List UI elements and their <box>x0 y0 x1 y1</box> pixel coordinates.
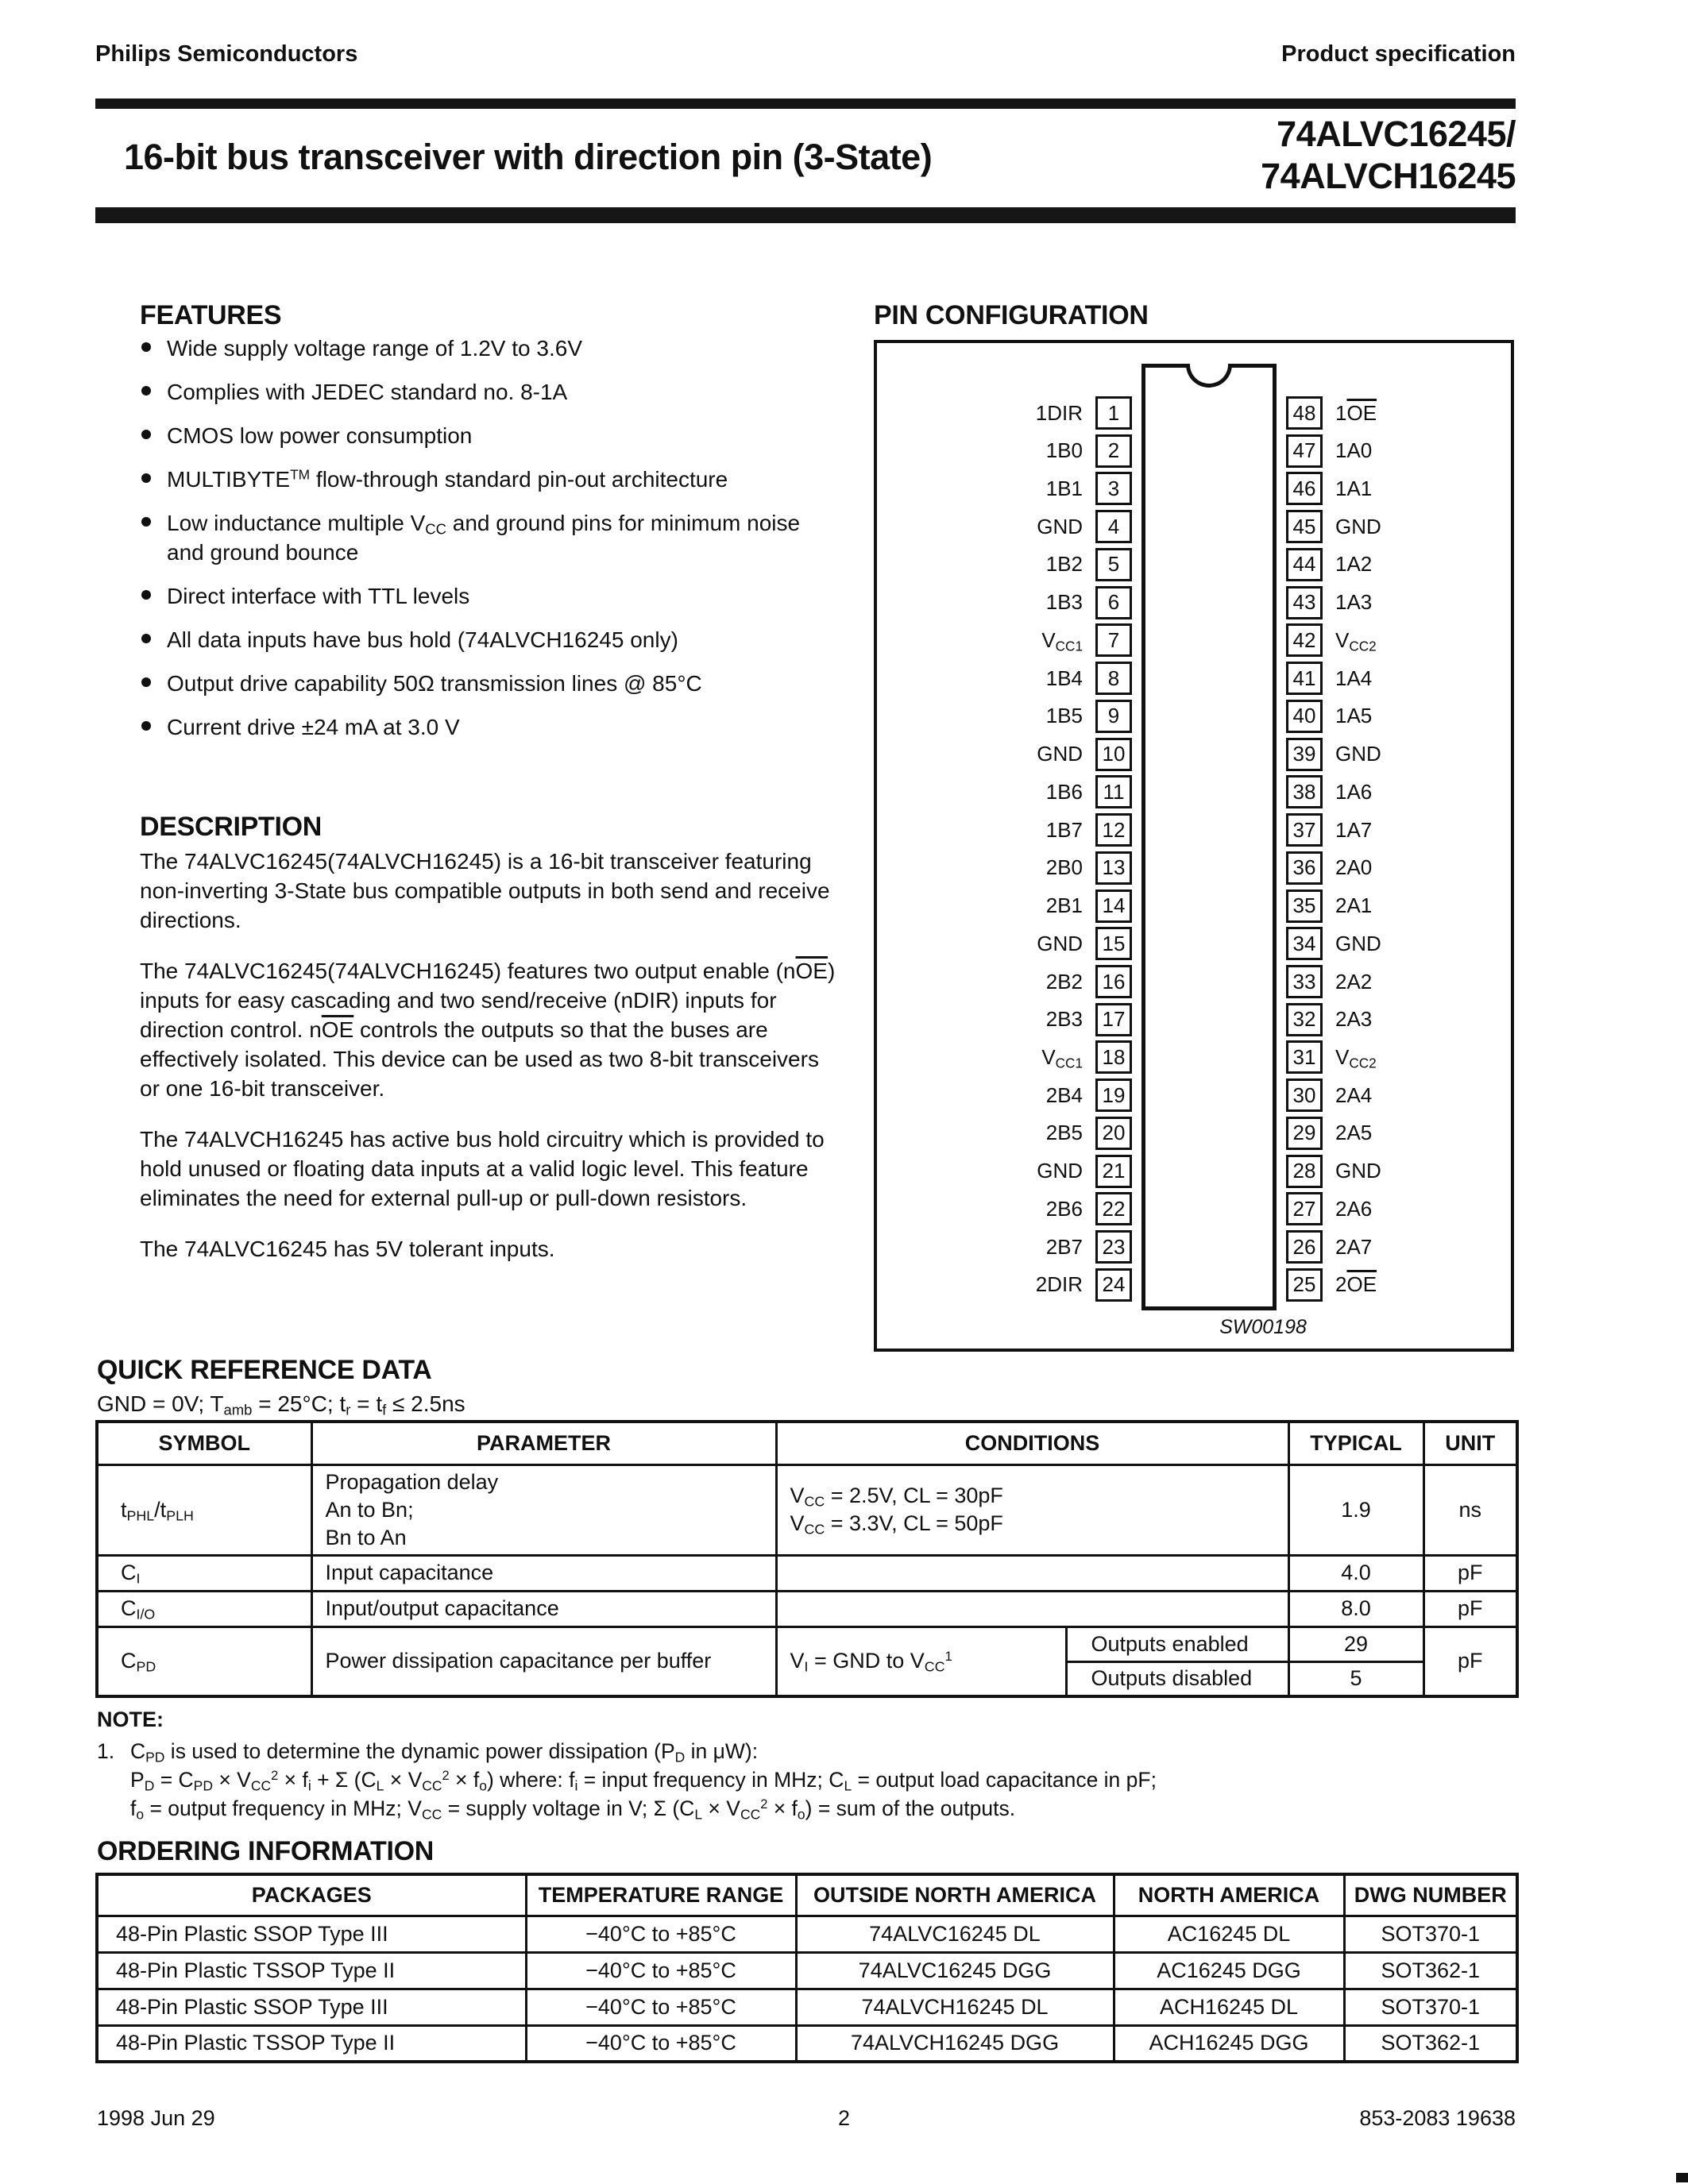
pin-label: 1A7 <box>1335 817 1373 842</box>
qrd-header-typical: TYPICAL <box>1288 1422 1423 1464</box>
pin-row-left <box>906 813 1132 847</box>
pin-number-box: 1 <box>1095 396 1132 430</box>
qrd-header-unit: UNIT <box>1423 1422 1517 1464</box>
pin-row-right <box>1286 472 1512 505</box>
pin-number-box: 39 <box>1286 738 1323 771</box>
pin-number-box: 38 <box>1286 775 1323 808</box>
description-paragraph: The 74ALVC16245(74ALVCH16245) is a 16-bit transceiver featuring non-inverting 3-State bus compatible outputs in both send and receive directions. <box>140 849 830 932</box>
pin-number-box: 32 <box>1286 1003 1323 1036</box>
note-block <box>97 1707 1519 1823</box>
pin-row-left <box>906 586 1132 619</box>
pin-row-right <box>1286 396 1512 430</box>
pin-label: 1A0 <box>1335 438 1373 463</box>
footer-date: 1998 Jun 29 <box>97 2106 215 2130</box>
pin-label: 2A0 <box>1335 855 1373 880</box>
pin-row-left <box>906 965 1132 998</box>
ordering-cell: 48-Pin Plastic TSSOP Type II <box>97 1952 526 1989</box>
pin-label: 2B6 <box>1045 1196 1083 1221</box>
pin-label: GND <box>1037 742 1083 766</box>
ordering-header-cell: TEMPERATURE RANGE <box>526 1874 796 1916</box>
pin-row-right <box>1286 1230 1512 1264</box>
pin-column-right <box>1286 396 1512 1302</box>
ordering-cell: AC16245 DGG <box>1114 1952 1344 1989</box>
ordering-cell: SOT362-1 <box>1344 2025 1517 2062</box>
qrd-unit: pF <box>1423 1591 1517 1626</box>
qrd-conditions <box>776 1591 1288 1626</box>
pin-row-left <box>906 1117 1132 1150</box>
figure-code: SW00198 <box>1219 1316 1307 1338</box>
qrd-unit: pF <box>1423 1626 1517 1696</box>
pin-label: 1B7 <box>1045 817 1083 842</box>
pin-number-box: 12 <box>1095 813 1132 847</box>
page-title: 16-bit bus transceiver with direction pin (3-State) <box>124 137 933 177</box>
header-doc-type: Product specification <box>1281 41 1516 67</box>
pin-label: $V_{CC2}$ <box>1335 1044 1377 1071</box>
pin-number-box: 26 <box>1286 1230 1323 1264</box>
feature-item: Low inductance multiple $V_{CC}$ and ground pins for minimum noise and ground bounce <box>140 508 842 567</box>
feature-item: Complies with JEDEC standard no. 8-1A <box>140 377 842 407</box>
pin-row-right <box>1286 813 1512 847</box>
note-text <box>130 1737 1157 1823</box>
pin-row-left <box>906 434 1132 468</box>
pin-number-box: 44 <box>1286 548 1323 581</box>
quick-reference-heading: QUICK REFERENCE DATA <box>97 1355 432 1385</box>
pin-label: GND <box>1037 1159 1083 1183</box>
ordering-cell: 74ALVC16245 DL <box>796 1916 1114 1952</box>
feature-item: Output drive capability 50Ω transmission lines @ 85°C <box>140 669 842 698</box>
pin-row-right <box>1286 1192 1512 1225</box>
pin-label: 1A6 <box>1335 779 1373 804</box>
scan-corner-mark <box>1676 2173 1688 2182</box>
qrd-header-symbol: SYMBOL <box>97 1422 311 1464</box>
note-line: $P_D = C_{PD} \times V_{CC}^2 \times f_i + \Sigma$ $(C_L \times V_{CC}^2 \times f_o)$ where: $f_i$ = input frequency in MHz; $C_L$ = output load capacitance in pF; <box>130 1768 1157 1794</box>
quick-reference-table <box>95 1420 1519 1698</box>
ordering-header-cell: DWG NUMBER <box>1344 1874 1517 1916</box>
pin-number-box: 9 <box>1095 700 1132 733</box>
pin-number-box: 47 <box>1286 434 1323 468</box>
pin-label: 2A4 <box>1335 1082 1373 1107</box>
ordering-cell: −40°C to +85°C <box>526 1952 796 1989</box>
qrd-row-propagation-delay <box>97 1464 1517 1555</box>
pin-label: $V_{CC2}$ <box>1335 627 1377 654</box>
pin-label: $V_{CC1}$ <box>1041 627 1083 654</box>
pin-number-box: 24 <box>1095 1268 1132 1302</box>
title-divider <box>95 207 1516 223</box>
ordering-cell: ACH16245 DGG <box>1114 2025 1344 2062</box>
qrd-parameter: Input capacitance <box>311 1555 776 1591</box>
pin-number-box: 7 <box>1095 623 1132 657</box>
ic-package-outline <box>1141 364 1277 1310</box>
pin-row-right <box>1286 623 1512 657</box>
qrd-header-row <box>97 1422 1517 1464</box>
qrd-symbol: $t_{PHL}/t_{PLH}$ <box>97 1464 311 1555</box>
ordering-cell: 48-Pin Plastic SSOP Type III <box>97 1989 526 2025</box>
pin-label: 2B4 <box>1045 1082 1083 1107</box>
ordering-cell: 74ALVC16245 DGG <box>796 1952 1114 1989</box>
ordering-cell: 74ALVCH16245 DL <box>796 1989 1114 2025</box>
pin-row-right <box>1286 700 1512 733</box>
qrd-typical: 1.9 <box>1288 1464 1423 1555</box>
footer-doc-code: 853-2083 19638 <box>1359 2106 1516 2130</box>
pin-label: 1DIR <box>1035 400 1083 425</box>
pin-label: 2B7 <box>1045 1234 1083 1259</box>
pin-label: 2A6 <box>1335 1196 1373 1221</box>
pin-label: 1A3 <box>1335 590 1373 615</box>
pin-number-box: 36 <box>1286 851 1323 885</box>
pin-row-right <box>1286 889 1512 923</box>
pin-number-box: 40 <box>1286 700 1323 733</box>
pin-label: 2A3 <box>1335 1007 1373 1032</box>
pin-row-right <box>1286 927 1512 960</box>
ordering-cell: 48-Pin Plastic TSSOP Type II <box>97 2025 526 2062</box>
qrd-parameter: Input/output capacitance <box>311 1591 776 1626</box>
feature-item: Current drive ±24 mA at 3.0 V <box>140 712 842 742</box>
pin-number-box: 25 <box>1286 1268 1323 1302</box>
qrd-typical: 4.0 <box>1288 1555 1423 1591</box>
pin-row-left <box>906 927 1132 960</box>
pin-number-box: 17 <box>1095 1003 1132 1036</box>
pin-label: 1B1 <box>1045 476 1083 500</box>
description-heading: DESCRIPTION <box>140 812 323 842</box>
pin-label: 1B3 <box>1045 590 1083 615</box>
pin-label: 2A7 <box>1335 1234 1373 1259</box>
pin-label: 1A5 <box>1335 704 1373 728</box>
pin-number-box: 35 <box>1286 889 1323 923</box>
part-number <box>1261 113 1516 197</box>
pin-row-left <box>906 548 1132 581</box>
ordering-cell: SOT370-1 <box>1344 1916 1517 1952</box>
pin-row-left <box>906 1003 1132 1036</box>
pin-label: GND <box>1335 1159 1381 1183</box>
pin-label: GND <box>1037 514 1083 538</box>
pin-label: 2B0 <box>1045 855 1083 880</box>
pin-number-box: 46 <box>1286 472 1323 505</box>
pin-number-box: 41 <box>1286 662 1323 695</box>
ordering-cell: 74ALVCH16245 DGG <box>796 2025 1114 2062</box>
footer-page-number: 2 <box>837 2106 851 2130</box>
qrd-conditions: $V_I$ = GND to $V_{CC}^1$ <box>776 1626 1066 1696</box>
pin-label: 1B2 <box>1045 552 1083 577</box>
qrd-header-conditions: CONDITIONS <box>776 1422 1288 1464</box>
pin-row-right <box>1286 548 1512 581</box>
pin-column-left <box>906 396 1132 1302</box>
qrd-row-power-dissipation <box>97 1626 1517 1661</box>
pin-number-box: 10 <box>1095 738 1132 771</box>
pin-configuration-figure <box>874 340 1514 1352</box>
pin-label: $1\overline{OE}$ <box>1335 400 1377 425</box>
qrd-typical: 5 <box>1288 1661 1423 1696</box>
ordering-cell: −40°C to +85°C <box>526 2025 796 2062</box>
qrd-symbol: $C_I$ <box>97 1555 311 1591</box>
feature-item: Direct interface with TTL levels <box>140 581 842 611</box>
pin-label: 2B5 <box>1045 1121 1083 1145</box>
pin-row-left <box>906 623 1132 657</box>
qrd-typical: 29 <box>1288 1626 1423 1661</box>
qrd-typical: 8.0 <box>1288 1591 1423 1626</box>
ordering-row <box>97 1952 1517 1989</box>
qrd-parameter: Propagation delay An to Bn; Bn to An <box>311 1464 776 1555</box>
pin-row-left <box>906 1040 1132 1074</box>
pin-label: 1B0 <box>1045 438 1083 463</box>
pin-number-box: 18 <box>1095 1040 1132 1074</box>
pin-row-right <box>1286 662 1512 695</box>
pin-label: 2B3 <box>1045 1007 1083 1032</box>
pin-number-box: 29 <box>1286 1117 1323 1150</box>
header-divider <box>95 98 1516 109</box>
pin-label: 2B2 <box>1045 969 1083 994</box>
ordering-row <box>97 2025 1517 2062</box>
pin-row-left <box>906 1155 1132 1188</box>
pin-number-box: 4 <box>1095 510 1132 543</box>
pin-row-right <box>1286 1040 1512 1074</box>
qrd-parameter: Power dissipation capacitance per buffer <box>311 1626 776 1696</box>
note-item <box>97 1737 1519 1823</box>
feature-item: MULTIBYTE™ flow-through standard pin-out architecture <box>140 465 842 494</box>
pin-row-right <box>1286 738 1512 771</box>
pin-label: 1B6 <box>1045 779 1083 804</box>
pin-row-right <box>1286 1003 1512 1036</box>
part-number-line2: 74ALVCH16245 <box>1261 156 1516 196</box>
pin-number-box: 48 <box>1286 396 1323 430</box>
ordering-header-cell: OUTSIDE NORTH AMERICA <box>796 1874 1114 1916</box>
pin-label: 2A1 <box>1335 893 1373 918</box>
qrd-unit: ns <box>1423 1464 1517 1555</box>
pin-row-right <box>1286 851 1512 885</box>
pin-row-right <box>1286 1117 1512 1150</box>
ordering-cell: AC16245 DL <box>1114 1916 1344 1952</box>
pin-row-left <box>906 472 1132 505</box>
feature-item: All data inputs have bus hold (74ALVCH16245 only) <box>140 625 842 654</box>
pin-number-box: 45 <box>1286 510 1323 543</box>
qrd-symbol: $C_{PD}$ <box>97 1626 311 1696</box>
qrd-conditions: $V_{CC} = 2.5V$, CL = 30pF $V_{CC} = 3.3V$, CL = 50pF <box>776 1464 1288 1555</box>
pin-number-box: 3 <box>1095 472 1132 505</box>
title-block <box>95 113 1516 197</box>
pin-row-left <box>906 700 1132 733</box>
ordering-cell: −40°C to +85°C <box>526 1916 796 1952</box>
qrd-conditions <box>776 1555 1288 1591</box>
pin-number-box: 30 <box>1286 1078 1323 1112</box>
note-number: 1. <box>97 1739 115 1763</box>
pin-number-box: 6 <box>1095 586 1132 619</box>
pin-row-left <box>906 396 1132 430</box>
pin-number-box: 20 <box>1095 1117 1132 1150</box>
pin-row-left <box>906 738 1132 771</box>
note-line: $C_{PD}$ is used to determine the dynamic power dissipation ($P_D$ in μW): <box>130 1739 759 1765</box>
ordering-cell: SOT370-1 <box>1344 1989 1517 2025</box>
description-body <box>140 847 842 1285</box>
ordering-heading: ORDERING INFORMATION <box>97 1836 435 1866</box>
pin-number-box: 27 <box>1286 1192 1323 1225</box>
pin-row-left <box>906 1268 1132 1302</box>
features-list <box>140 334 842 756</box>
pin-row-left <box>906 851 1132 885</box>
pin-number-box: 31 <box>1286 1040 1323 1074</box>
feature-item: Wide supply voltage range of 1.2V to 3.6V <box>140 334 842 363</box>
page-header <box>95 41 1516 68</box>
ordering-header-row <box>97 1874 1517 1916</box>
description-paragraph: The 74ALVC16245 has 5V tolerant inputs. <box>140 1237 555 1261</box>
pin-number-box: 5 <box>1095 548 1132 581</box>
pin-number-box: 22 <box>1095 1192 1132 1225</box>
pin-row-left <box>906 775 1132 808</box>
description-paragraph: The 74ALVC16245(74ALVCH16245) features two output enable $(n\overline{OE})$ inputs for easy cascading and two send/receive (nDIR) inputs for direction control. $n\overline{OE}$ controls the outputs so that the buses are effectively isolated. This device can be used as two 8-bit transceivers or one 16-bit transceiver. <box>140 959 836 1101</box>
note-line: $f_o$ = output frequency in MHz; $V_{CC}$ = supply voltage in V; Σ $(C_L \times V_{CC}^2 \times f_o)$ = sum of the outputs. <box>130 1796 1016 1823</box>
qrd-symbol: $C_{I/O}$ <box>97 1591 311 1626</box>
pin-configuration-heading: PIN CONFIGURATION <box>874 300 1149 330</box>
pin-row-right <box>1286 1268 1512 1302</box>
ordering-row <box>97 1916 1517 1952</box>
pin-number-box: 13 <box>1095 851 1132 885</box>
description-paragraph: The 74ALVCH16245 has active bus hold circuitry which is provided to hold unused or floating data inputs at a valid logic level. This feature eliminates the need for external pull-up or pull-down resistors. <box>140 1127 825 1210</box>
pin-number-box: 2 <box>1095 434 1132 468</box>
pin-number-box: 16 <box>1095 965 1132 998</box>
pin-number-box: 28 <box>1286 1155 1323 1188</box>
ordering-cell: SOT362-1 <box>1344 1952 1517 1989</box>
ordering-cell: ACH16245 DL <box>1114 1989 1344 2025</box>
pin-label: 2A5 <box>1335 1121 1373 1145</box>
pin-label: 1A1 <box>1335 476 1373 500</box>
pin-number-box: 8 <box>1095 662 1132 695</box>
feature-item: CMOS low power consumption <box>140 421 842 450</box>
ordering-table <box>95 1873 1519 2063</box>
pin-row-right <box>1286 1078 1512 1112</box>
pin-row-left <box>906 1192 1132 1225</box>
note-heading: NOTE: <box>97 1707 164 1731</box>
pin-label: GND <box>1335 514 1381 538</box>
pin-row-right <box>1286 586 1512 619</box>
qrd-row-io-capacitance <box>97 1591 1517 1626</box>
pin-label: GND <box>1037 931 1083 955</box>
pin-label: 1B5 <box>1045 704 1083 728</box>
pin-row-left <box>906 1078 1132 1112</box>
pin-number-box: 14 <box>1095 889 1132 923</box>
part-number-line1: 74ALVC16245/ <box>1277 114 1516 154</box>
pin-row-left <box>906 889 1132 923</box>
pin-label: 2B1 <box>1045 893 1083 918</box>
pin-row-right <box>1286 510 1512 543</box>
ic-pin1-notch <box>1186 364 1232 388</box>
pin-number-box: 37 <box>1286 813 1323 847</box>
qrd-unit: pF <box>1423 1555 1517 1591</box>
quick-reference-conditions: GND = 0V; $T_{amb} = 25^\circ C$; $t_r = t_f \le 2.5ns$ <box>97 1391 465 1418</box>
qrd-row-input-capacitance <box>97 1555 1517 1591</box>
ordering-cell: −40°C to +85°C <box>526 1989 796 2025</box>
pin-number-box: 34 <box>1286 927 1323 960</box>
features-heading: FEATURES <box>140 300 282 330</box>
ordering-row <box>97 1989 1517 2025</box>
pin-label: GND <box>1335 931 1381 955</box>
pin-row-left <box>906 1230 1132 1264</box>
pin-number-box: 11 <box>1095 775 1132 808</box>
pin-number-box: 21 <box>1095 1155 1132 1188</box>
pin-number-box: 19 <box>1095 1078 1132 1112</box>
pin-number-box: 42 <box>1286 623 1323 657</box>
pin-number-box: 15 <box>1095 927 1132 960</box>
qrd-subcondition: Outputs enabled <box>1066 1626 1288 1661</box>
pin-row-right <box>1286 434 1512 468</box>
header-company: Philips Semiconductors <box>95 41 358 67</box>
pin-number-box: 43 <box>1286 586 1323 619</box>
pin-row-right <box>1286 965 1512 998</box>
pin-label: $V_{CC1}$ <box>1041 1044 1083 1071</box>
pin-label: 2A2 <box>1335 969 1373 994</box>
ordering-cell: 48-Pin Plastic SSOP Type III <box>97 1916 526 1952</box>
ordering-header-cell: PACKAGES <box>97 1874 526 1916</box>
qrd-subcondition: Outputs disabled <box>1066 1661 1288 1696</box>
pin-label: 1A4 <box>1335 666 1373 690</box>
ordering-header-cell: NORTH AMERICA <box>1114 1874 1344 1916</box>
pin-row-left <box>906 662 1132 695</box>
pin-label: 1A2 <box>1335 552 1373 577</box>
pin-label: $2\overline{OE}$ <box>1335 1272 1377 1297</box>
pin-row-left <box>906 510 1132 543</box>
qrd-header-parameter: PARAMETER <box>311 1422 776 1464</box>
pin-row-right <box>1286 1155 1512 1188</box>
pin-row-right <box>1286 775 1512 808</box>
pin-number-box: 23 <box>1095 1230 1132 1264</box>
pin-label: GND <box>1335 742 1381 766</box>
pin-number-box: 33 <box>1286 965 1323 998</box>
pin-label: 1B4 <box>1045 666 1083 690</box>
pin-label: 2DIR <box>1035 1272 1083 1297</box>
